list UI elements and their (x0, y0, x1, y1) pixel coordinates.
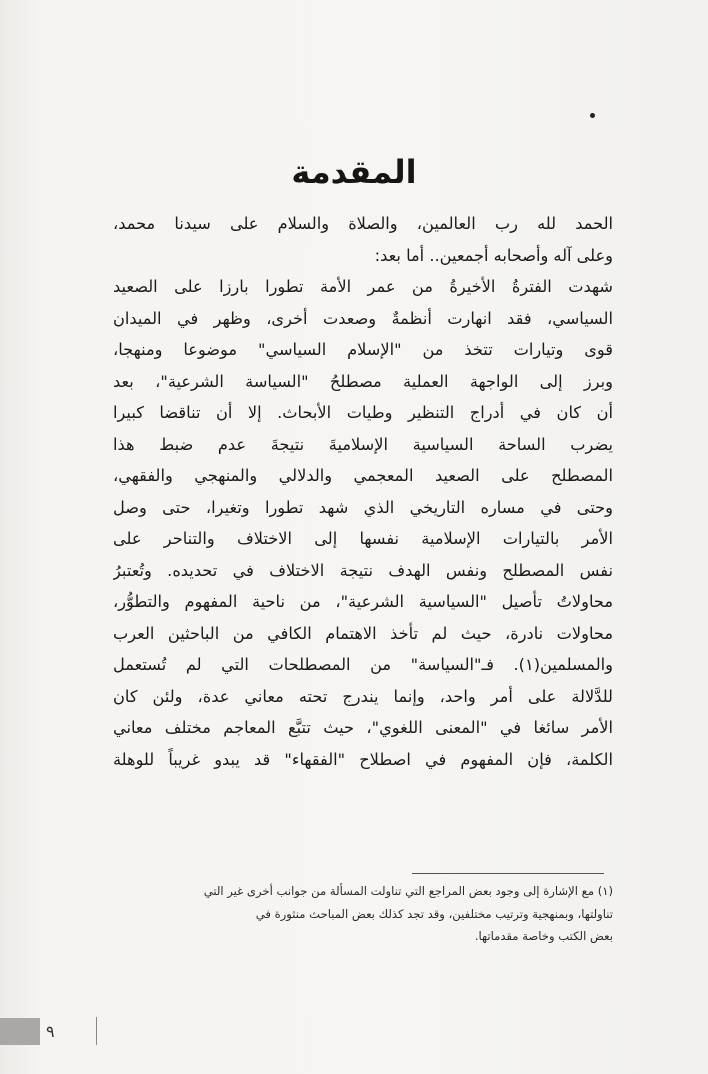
text-line: نفس المصطلح ونفس الهدف نتيجة الاختلاف في تحديده. وتُعتبرُ (113, 560, 613, 580)
text-line: السياسي، فقد انهارت أنظمةٌ وصعدت أخرى، وظهر في الميدان (113, 308, 613, 328)
text-line: أن كان في أدراج التنظير وطيات الأبحاث. إلا أن تناقضا كبيرا (113, 403, 613, 422)
text-line: الحمد لله رب العالمين، والصلاة والسلام على سيدنا محمد، (113, 214, 613, 233)
text-line: المصطلح على الصعيد المعجمي والدلالي والمنهجي والفقهي، (113, 466, 613, 485)
page-tab-marker (0, 1018, 40, 1045)
text-line: الأمر سائغا في "المعنى اللغوي"، حيث تتبَّع المعاجم مختلف معاني (113, 718, 613, 737)
text-line: للدَّلالة على أمر واحد، وإنما يندرج تحته معاني عدة، ولئن كان (113, 686, 613, 706)
text-line: قوى وتيارات تتخذ من "الإسلام السياسي" موضوعا ومنهجا، (113, 340, 613, 359)
text-line: الأمر بالتيارات الإسلامية نفسها إلى الاختلاف والتناحر على (113, 529, 613, 548)
text-line: يضرب الساحة السياسية الإسلاميةَ نتيجةَ عدم ضبط هذا (113, 434, 613, 454)
page-number: ٩ (46, 1022, 55, 1041)
footnote-line: (١) مع الإشارة إلى وجود بعض المراجع التي تناولت المسألة من جوانب أخرى غير التي (203, 884, 613, 898)
footnote-line: تناولتها، وبمنهجية وترتيب مختلفين، وقد تجد كذلك بعض المباحث منثورة في (255, 906, 613, 921)
footnote (113, 880, 613, 948)
text-line: وحتى في مساره التاريخي الذي شهد تطورا وتغيرا، حتى وصل (113, 497, 613, 517)
text-line: محاولات نادرة، حيث لم تأخذ الاهتمام الكافي من الباحثين العرب (113, 623, 613, 643)
ornament-dot (590, 113, 595, 118)
page-number-separator (96, 1017, 97, 1045)
footnote-divider (412, 873, 604, 874)
text-line: شهدت الفترةُ الأخيرةُ من عمر الأمة تطورا بارزا على الصعيد (113, 277, 613, 296)
footnote-line: بعض الكتب وخاصة مقدماتها. (474, 929, 613, 943)
text-line: والمسلمين(١). فـ"السياسة" من المصطلحات التي لم تُستعمل (113, 655, 613, 674)
chapter-title: المقدمة (291, 153, 417, 191)
text-line: وبرز إلى الواجهة العملية مصطلحُ "السياسة الشرعية"، بعد (113, 371, 613, 391)
text-line: الكلمة، فإن المفهوم في اصطلاح "الفقهاء" قد يبدو غريباً للوهلة (113, 749, 613, 769)
text-line: محاولاتُ تأصيل "السياسية الشرعية"، من ناحية المفهوم والتطوُّر، (113, 592, 613, 611)
text-line: وعلى آله وأصحابه أجمعين.. أما بعد: (374, 245, 613, 265)
body-paragraph (113, 208, 613, 775)
